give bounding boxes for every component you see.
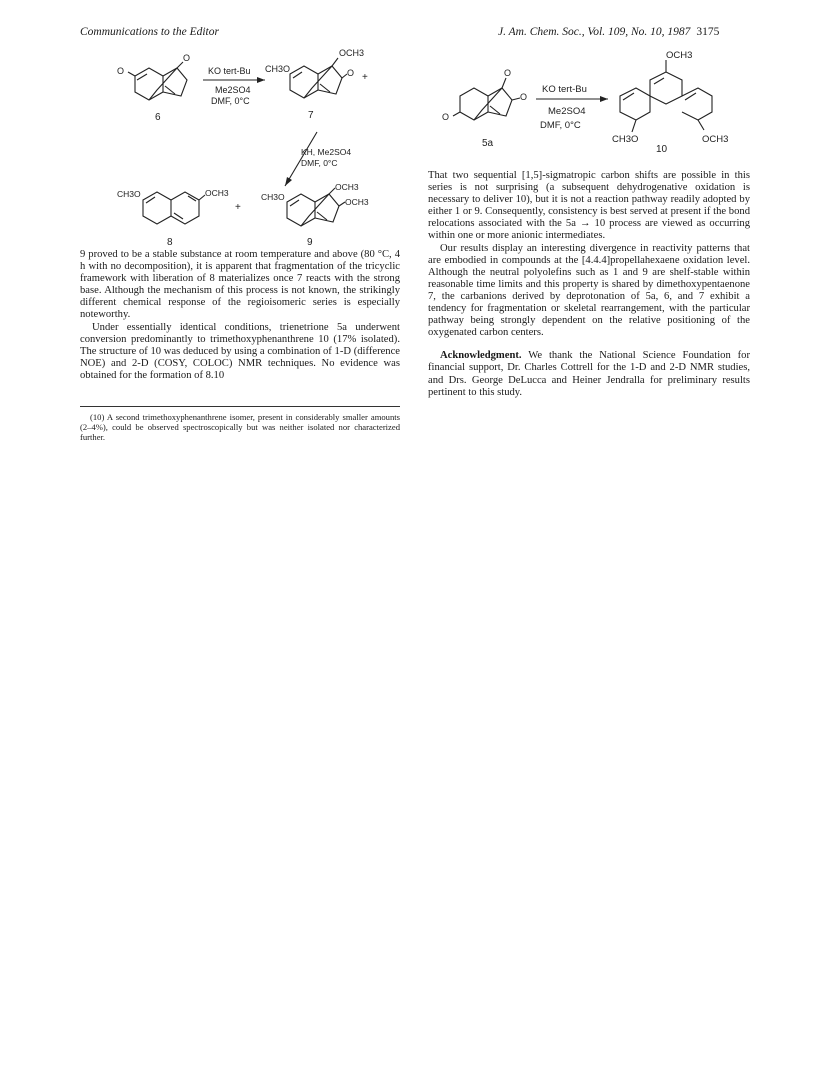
methoxy-label: CH3O	[117, 189, 141, 199]
paragraph: Under essentially identical conditions, trienetrione 5a underwent conversion predominantly to trimethoxyphenanthrene 10 (17% isolated). The structure of 10 was deduced by using a combination of 1-D (difference NOE) and 2-D (COSY, COLOC) NMR techniques. No evidence was obtained for the formation of 8.10	[80, 321, 400, 381]
structure-compound-10	[612, 50, 728, 155]
reaction-scheme-1	[95, 50, 425, 250]
oxo-label: O	[183, 53, 191, 63]
page-number: 3175	[696, 26, 720, 38]
methoxy-label: OCH3	[666, 50, 693, 61]
methoxy-label: CH3O	[612, 134, 639, 145]
right-column	[428, 170, 750, 399]
compound-label-8: 8	[167, 237, 173, 248]
oxo-label: O	[347, 68, 355, 78]
plus-sign: +	[235, 202, 241, 213]
paragraph: 9 proved to be a stable substance at room temperature and above (80 °C, 4 h with no decomposition), it is apparent that fragmentation of the tricyclic framework with liberation of 8 materializes once 7 reacts with the strong base. Although the mechanism of this process is not known, the strikingly different chemical response of the regioisomeric series is especially noteworthy.	[80, 249, 400, 321]
structure-compound-5a	[442, 68, 527, 149]
acknowledgment-heading: Acknowledgment.	[440, 350, 522, 362]
compound-label-10: 10	[656, 144, 668, 155]
reaction-arrow-3	[536, 84, 608, 131]
oxo-label: O	[442, 112, 450, 122]
reaction-arrow-1	[203, 66, 265, 106]
compound-label-5a: 5a	[482, 138, 494, 149]
acknowledgment	[428, 350, 750, 398]
reagent-conditions: DMF, 0°C	[540, 120, 581, 131]
methoxy-label: CH3O	[265, 64, 291, 74]
paragraph: Our results display an interesting divergence in reactivity patterns that are embodied in compounds at the [4.4.4]propellahexaene oxidation level. Although the neutral polyolefins such as 1 and 9 are shelf-stable within reasonable time limits and this property is shared by dimethoxypentaenone 7, the carbanions derived by deprotonation of 5a, 6, and 7 exhibit a tendency for fragmentation or skeletal rearrangement, with the particular pathway being strongly dependent on the relative positioning of the oxygenated carbon centers.	[428, 242, 750, 339]
reagent-hydride: KH, Me2SO4	[301, 147, 352, 157]
paragraph: That two sequential [1,5]-sigmatropic carbon shifts are possible in this series is not surprising (a subsequent dehydrogenative oxidation is necessary to deliver 10), but it is not a reaction pathway readily adopted by either 1 or 9. Consequently, consistency is best served at present if the bond relocations associated with the 5a → 10 process are viewed as occurring within one or more anionic intermediates.	[428, 170, 750, 242]
reagent-base: KO tert-Bu	[208, 66, 251, 76]
running-header-right	[498, 26, 719, 38]
reaction-arrow-2	[285, 132, 351, 186]
footnote-10: (10) A second trimethoxyphenanthrene isomer, present in considerably smaller amounts (2–4%), could be observed spectroscopically but was neither isolated nor characterized further.	[80, 406, 400, 442]
plus-sign: +	[362, 72, 368, 83]
reagent-methylating: Me2SO4	[215, 85, 251, 95]
compound-label-7: 7	[308, 110, 314, 121]
methoxy-label: OCH3	[205, 188, 229, 198]
left-column	[80, 249, 400, 382]
oxo-label: O	[117, 66, 125, 76]
reagent-methylating: Me2SO4	[548, 106, 586, 117]
structure-compound-9	[261, 182, 369, 248]
journal-citation: J. Am. Chem. Soc., Vol. 109, No. 10, 1987	[498, 26, 691, 38]
compound-label-6: 6	[155, 112, 161, 123]
reagent-conditions: DMF, 0°C	[211, 96, 250, 106]
methoxy-label: OCH3	[339, 48, 365, 58]
reagent-base: KO tert-Bu	[542, 84, 587, 95]
structure-compound-6	[117, 53, 190, 123]
acknowledgment-body: We thank the National Science Foundation for financial support, Dr. Charles Cottrell for the 1-D and 2-D NMR studies, and Drs. George DeLucca and Heiner Jendralla for preliminary results pertinent to this study.	[428, 350, 750, 398]
reaction-scheme-2	[430, 48, 760, 168]
structure-compound-8	[117, 188, 241, 248]
methoxy-label: OCH3	[335, 182, 359, 192]
compound-label-9: 9	[307, 237, 313, 248]
structure-compound-7	[265, 48, 368, 121]
oxo-label: O	[520, 92, 528, 102]
running-header-left: Communications to the Editor	[80, 26, 219, 38]
reagent-conditions: DMF, 0°C	[301, 158, 338, 168]
oxo-label: O	[504, 68, 512, 78]
methoxy-label: OCH3	[702, 134, 729, 145]
methoxy-label: OCH3	[345, 197, 369, 207]
methoxy-label: CH3O	[261, 192, 285, 202]
